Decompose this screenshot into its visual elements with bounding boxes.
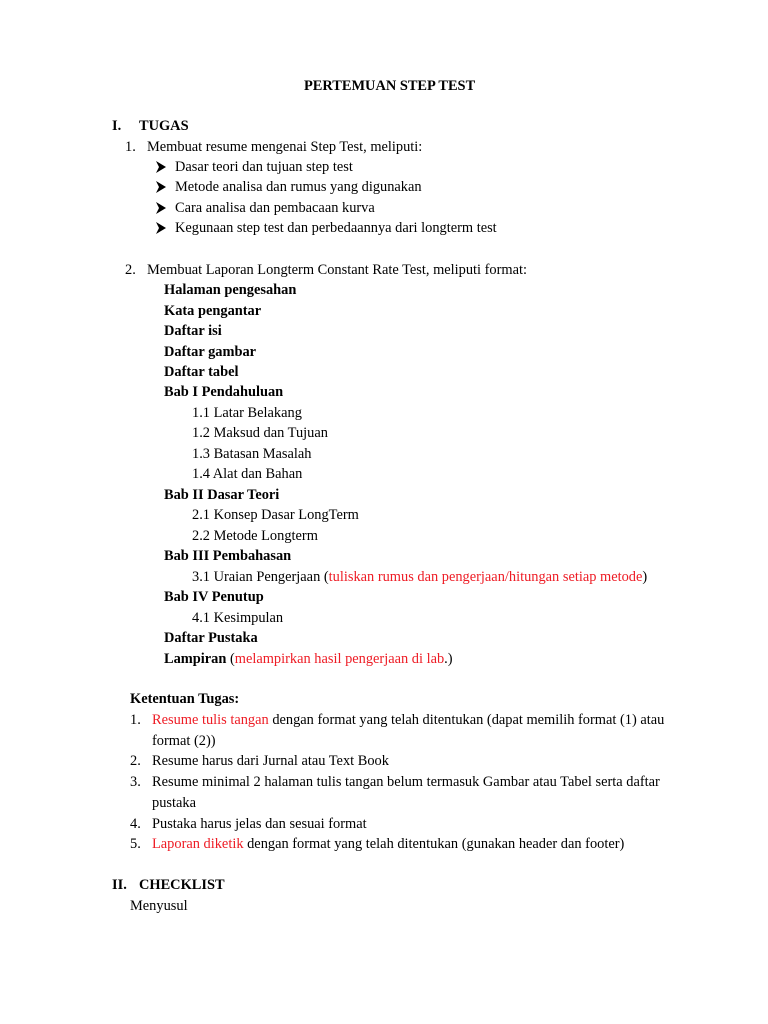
bab-3-subitem-close: ) <box>642 569 648 585</box>
bab-4-title: Bab IV Penutup <box>164 589 264 605</box>
format-item-kata-pengantar: Kata pengantar <box>164 303 262 319</box>
rule-2-text: Resume harus dari Jurnal atau Text Book <box>152 753 389 769</box>
section-2-numeral: II. <box>112 877 127 893</box>
format-item-daftar-isi: Daftar isi <box>164 323 222 339</box>
arrowhead-bullet-icon <box>155 161 167 173</box>
bab-1-title: Bab I Pendahuluan <box>164 384 284 400</box>
lampiran-note: melampirkan hasil pengerjaan di lab <box>234 651 445 667</box>
task-2-text: Membuat Laporan Longterm Constant Rate Test, meliputi format: <box>147 262 527 278</box>
lampiran-open: ( <box>226 651 235 667</box>
ketentuan-heading: Ketentuan Tugas: <box>130 691 240 707</box>
section-1-numeral: I. <box>112 118 122 134</box>
section-2-text: Menyusul <box>130 898 188 914</box>
task-1-number: 1. <box>125 139 136 155</box>
bab-1-subitem: 1.2 Maksud dan Tujuan <box>192 425 328 441</box>
bab-4-subitem: 4.1 Kesimpulan <box>192 610 284 626</box>
bab-2-subitem: 2.1 Konsep Dasar LongTerm <box>192 507 359 523</box>
document-title: PERTEMUAN STEP TEST <box>304 78 476 94</box>
rule-3-number: 3. <box>130 774 141 790</box>
arrowhead-bullet-icon <box>155 181 167 193</box>
lampiran-close: .) <box>444 651 453 667</box>
rule-5-body: dengan format yang telah ditentukan (gunakan header dan footer) <box>243 836 625 852</box>
bab-3-title: Bab III Pembahasan <box>164 548 292 564</box>
format-item-daftar-gambar: Daftar gambar <box>164 344 257 360</box>
bab-3-subitem-note: tuliskan rumus dan pengerjaan/hitungan setiap metode <box>328 569 643 585</box>
rule-2-number: 2. <box>130 753 141 769</box>
task-2-number: 2. <box>125 262 136 278</box>
bab-2-title: Bab II Dasar Teori <box>164 487 280 503</box>
rule-5-number: 5. <box>130 836 141 852</box>
bullet-item: Metode analisa dan rumus yang digunakan <box>175 179 422 195</box>
bab-1-subitem: 1.3 Batasan Masalah <box>192 446 312 462</box>
bab-3-subitem-text: 3.1 Uraian Pengerjaan ( <box>192 569 329 585</box>
rule-1-text <box>152 711 664 729</box>
bullet-item: Kegunaan step test dan perbedaannya dari longterm test <box>175 220 497 236</box>
rule-1-body: dengan format yang telah ditentukan (dapat memilih format (1) atau <box>268 712 665 728</box>
section-1-heading: TUGAS <box>139 118 189 134</box>
format-item-lampiran <box>164 650 453 668</box>
format-item-daftar-pustaka: Daftar Pustaka <box>164 630 258 646</box>
section-2-heading: CHECKLIST <box>139 877 225 893</box>
bab-1-subitem: 1.1 Latar Belakang <box>192 405 302 421</box>
format-item-daftar-tabel: Daftar tabel <box>164 364 239 380</box>
bullet-item: Dasar teori dan tujuan step test <box>175 159 353 175</box>
rule-4-text: Pustaka harus jelas dan sesuai format <box>152 816 367 832</box>
bab-2-subitem: 2.2 Metode Longterm <box>192 528 318 544</box>
task-1-text: Membuat resume mengenai Step Test, meliputi: <box>147 139 423 155</box>
rule-5-highlight: Laporan diketik <box>152 836 244 852</box>
rule-4-number: 4. <box>130 816 141 832</box>
rule-1-continuation: format (2)) <box>152 733 216 749</box>
rule-1-highlight: Resume tulis tangan <box>152 712 269 728</box>
arrowhead-bullet-icon <box>155 202 167 214</box>
bab-1-subitem: 1.4 Alat dan Bahan <box>192 466 303 482</box>
rule-5-text <box>152 835 624 853</box>
rule-3-text: Resume minimal 2 halaman tulis tangan belum termasuk Gambar atau Tabel serta daftar <box>152 774 660 790</box>
bullet-item: Cara analisa dan pembacaan kurva <box>175 200 375 216</box>
bab-3-subitem <box>192 568 647 586</box>
lampiran-label: Lampiran <box>164 651 227 667</box>
rule-3-continuation: pustaka <box>152 795 196 811</box>
rule-1-number: 1. <box>130 712 141 728</box>
arrowhead-bullet-icon <box>155 222 167 234</box>
format-item-halaman-pengesahan: Halaman pengesahan <box>164 282 297 298</box>
